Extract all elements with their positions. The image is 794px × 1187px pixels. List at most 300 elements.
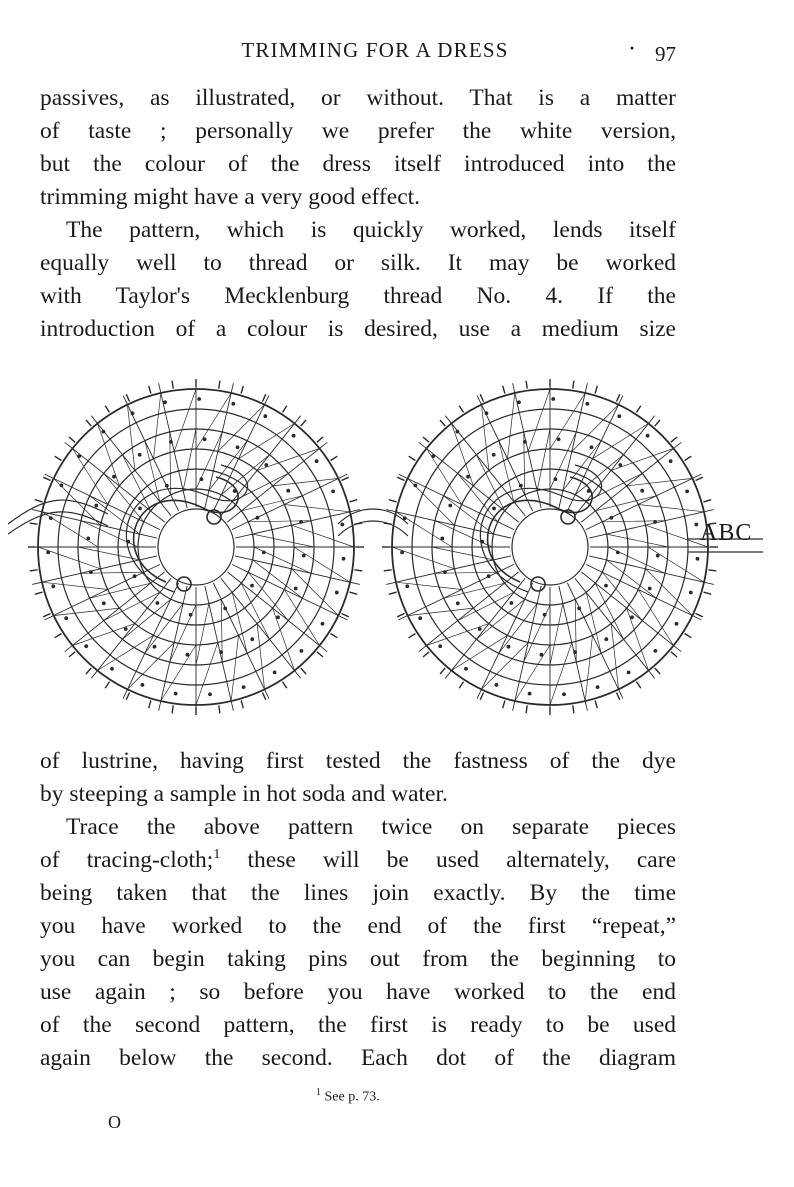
edge-pin xyxy=(637,406,641,413)
edge-pin xyxy=(423,652,429,657)
running-header xyxy=(40,38,680,70)
edge-pin xyxy=(43,614,50,617)
edge-pin xyxy=(263,693,266,700)
edge-pin xyxy=(480,394,483,401)
pattern-ring xyxy=(512,509,588,585)
pattern-spoke xyxy=(227,572,327,652)
pin-dot xyxy=(694,523,698,527)
edge-pin xyxy=(172,381,173,389)
pin-dot xyxy=(510,601,514,605)
pin-dot xyxy=(653,520,657,524)
pin-dot xyxy=(300,649,304,653)
pattern-spoke xyxy=(581,572,681,652)
pin-dot xyxy=(165,484,169,488)
pin-dot xyxy=(585,402,589,406)
edge-pin xyxy=(708,570,716,571)
edge-pin xyxy=(350,592,358,594)
pin-dot xyxy=(689,591,693,595)
edge-pin xyxy=(43,477,50,480)
edge-pin xyxy=(440,668,445,674)
pin-dot xyxy=(617,414,621,418)
pattern-spoke xyxy=(586,564,701,620)
pin-dot xyxy=(112,475,116,479)
text-line: The pattern, which is quickly worked, lends itself xyxy=(66,217,676,243)
pin-dot xyxy=(84,644,88,648)
pin-dot xyxy=(294,587,298,591)
pin-dot xyxy=(669,459,673,463)
pattern-ring xyxy=(158,509,234,585)
pin-dot xyxy=(438,644,442,648)
text-line: with Taylor's Mecklenburg thread No. 4. If the xyxy=(40,283,676,309)
pattern-spoke xyxy=(386,556,511,585)
pattern-spoke xyxy=(445,578,525,678)
pattern-spoke xyxy=(581,442,681,522)
lace-pattern-svg xyxy=(8,374,768,720)
pattern-spoke xyxy=(205,586,234,711)
pattern-chord xyxy=(550,393,585,449)
pattern-spoke xyxy=(32,510,157,538)
text-line xyxy=(40,844,676,877)
edge-pin xyxy=(526,381,527,389)
pin-dot xyxy=(64,616,68,620)
pattern-chord xyxy=(273,478,339,486)
edge-pin xyxy=(149,386,151,394)
edge-pin xyxy=(459,682,463,689)
pattern-spoke xyxy=(65,572,165,652)
paragraph-1 xyxy=(40,82,676,214)
pin-dot xyxy=(197,397,201,401)
pattern-chord xyxy=(196,604,209,666)
pin-dot xyxy=(102,601,106,605)
pattern-chord xyxy=(524,605,550,662)
pattern-chord xyxy=(253,534,315,547)
pin-dot xyxy=(562,692,566,696)
text-line: Trace the above pattern twice on separate pieces xyxy=(66,814,676,840)
pin-dot xyxy=(596,685,600,689)
edge-pin xyxy=(301,668,306,674)
edge-pin xyxy=(350,500,358,502)
pin-dot xyxy=(648,587,652,591)
edge-pin xyxy=(69,652,75,657)
text-line: of the second pattern, the first is ready to be used xyxy=(40,1012,676,1038)
pin-dot xyxy=(540,653,544,657)
footnote-marker: 1 xyxy=(316,1087,321,1098)
pattern-chord xyxy=(38,547,101,569)
edge-pin xyxy=(317,437,323,442)
pin-dot xyxy=(200,477,204,481)
pattern-chord xyxy=(254,547,311,573)
pattern-chord xyxy=(537,429,550,491)
lace-pattern-diagram xyxy=(8,374,768,720)
pin-dot xyxy=(630,615,634,619)
pin-dot xyxy=(231,402,235,406)
pattern-chord xyxy=(196,432,222,489)
pin-dot xyxy=(77,454,81,458)
pin-dot xyxy=(273,671,277,675)
edge-pin xyxy=(241,386,243,394)
pin-dot xyxy=(616,551,620,555)
pin-dot xyxy=(49,516,53,520)
edge-pin xyxy=(219,381,220,389)
pin-dot xyxy=(528,692,532,696)
pattern-chord xyxy=(607,534,669,547)
pattern-chord xyxy=(174,389,196,452)
pattern-chord xyxy=(231,635,238,701)
edge-pin xyxy=(172,705,173,713)
pin-dot xyxy=(640,489,644,493)
pattern-spoke xyxy=(213,396,269,511)
pattern-join xyxy=(338,509,408,524)
pin-dot xyxy=(153,645,157,649)
pin-dot xyxy=(250,584,254,588)
pin-dot xyxy=(46,551,50,555)
edge-pin xyxy=(671,652,677,657)
pin-dot xyxy=(492,507,496,511)
header-dot: · xyxy=(629,38,636,58)
pin-dot xyxy=(517,400,521,404)
edge-pin xyxy=(86,420,91,426)
pattern-chord xyxy=(508,393,515,459)
pin-dot xyxy=(456,430,460,434)
pin-dot xyxy=(156,601,160,605)
pin-dot xyxy=(138,453,142,457)
text-line: by steeping a sample in hot soda and water. xyxy=(40,781,448,807)
pattern-chord xyxy=(392,547,455,569)
edge-pin xyxy=(655,420,660,426)
edge-pin xyxy=(573,381,574,389)
edge-pin xyxy=(283,406,287,413)
edge-pin xyxy=(685,634,692,638)
pattern-chord xyxy=(435,521,492,547)
pin-dot xyxy=(256,516,260,520)
pin-dot xyxy=(495,683,499,687)
pin-dot xyxy=(696,557,700,561)
pin-dot xyxy=(485,411,489,415)
pattern-spoke xyxy=(227,442,327,522)
footnote xyxy=(316,1087,380,1106)
pattern-spoke xyxy=(205,383,234,508)
edge-pin xyxy=(423,437,429,442)
pattern-chord xyxy=(608,547,665,573)
signature-mark: O xyxy=(108,1112,121,1132)
edge-pin xyxy=(617,394,620,401)
pattern-chord xyxy=(81,521,138,547)
pin-dot xyxy=(685,490,689,494)
pin-dot xyxy=(124,627,128,631)
pattern-spoke xyxy=(399,474,514,529)
pin-dot xyxy=(557,437,561,441)
edge-pin xyxy=(149,701,151,709)
edge-pin xyxy=(317,652,323,657)
pattern-spoke xyxy=(567,396,623,511)
edge-pin xyxy=(409,456,416,460)
pin-dot xyxy=(242,685,246,689)
pin-dot xyxy=(89,570,93,574)
pin-dot xyxy=(302,554,306,558)
text-fragment: these will be used alternately, care xyxy=(247,847,676,873)
pin-dot xyxy=(223,607,227,611)
edge-pin xyxy=(105,406,109,413)
pattern-chord xyxy=(54,608,120,616)
pattern-chord xyxy=(408,608,474,616)
pattern-spoke xyxy=(575,578,655,678)
pin-dot xyxy=(262,551,266,555)
pattern-chord xyxy=(196,643,218,706)
pin-dot xyxy=(340,523,344,527)
edge-pin xyxy=(301,420,306,426)
edge-pin xyxy=(105,682,109,689)
pin-dot xyxy=(405,584,409,588)
pin-dot xyxy=(299,520,303,524)
pattern-chord xyxy=(161,645,196,701)
pattern-spoke xyxy=(559,383,588,508)
footnote-reference: 1 xyxy=(213,847,221,863)
pin-dot xyxy=(519,484,523,488)
pattern-chord xyxy=(611,624,619,690)
pin-dot xyxy=(276,615,280,619)
pin-dot xyxy=(189,613,193,617)
pattern-chord xyxy=(550,432,576,489)
text-fragment: of tracing-cloth; xyxy=(40,847,214,873)
pattern-chord xyxy=(550,643,572,706)
pin-dot xyxy=(335,591,339,595)
edge-pin xyxy=(503,701,505,709)
text-line: trimming might have a very good effect. xyxy=(40,184,421,210)
pin-dot xyxy=(604,637,608,641)
pin-dot xyxy=(110,667,114,671)
pin-dot xyxy=(456,601,460,605)
edge-pin xyxy=(331,634,338,638)
edge-pin xyxy=(55,634,62,638)
pin-dot xyxy=(292,434,296,438)
text-line: again below the second. Each dot of the diagram xyxy=(40,1045,676,1071)
pin-dot xyxy=(523,440,527,444)
pin-dot xyxy=(554,477,558,481)
pin-dot xyxy=(250,637,254,641)
pin-dot xyxy=(169,440,173,444)
pin-dot xyxy=(464,667,468,671)
edge-pin xyxy=(342,614,349,617)
pin-dot xyxy=(51,584,55,588)
pin-dot xyxy=(618,463,622,467)
pattern-spoke xyxy=(235,556,360,585)
text-line: you have worked to the end of the first “repeat,” xyxy=(40,913,676,939)
edge-pin xyxy=(35,500,43,502)
edge-pin xyxy=(409,634,416,638)
pin-dot xyxy=(478,627,482,631)
pin-dot xyxy=(141,683,145,687)
edge-pin xyxy=(440,420,445,426)
edge-pin xyxy=(397,477,404,480)
pin-dot xyxy=(431,454,435,458)
text-line: of taste ; personally we prefer the white version, xyxy=(40,118,676,144)
edge-pin xyxy=(263,394,266,401)
pin-dot xyxy=(86,537,90,541)
pattern-chord xyxy=(196,393,231,449)
pattern-spoke xyxy=(589,556,714,585)
pin-dot xyxy=(138,507,142,511)
text-line: introduction of a colour is desired, use a medium size xyxy=(40,316,676,342)
edge-pin xyxy=(354,570,362,571)
page-number: 97 xyxy=(655,42,676,66)
pattern-spoke xyxy=(159,586,188,711)
edge-pin xyxy=(283,682,287,689)
edge-pin xyxy=(671,437,677,442)
pin-dot xyxy=(131,411,135,415)
pin-dot xyxy=(263,414,267,418)
edge-pin xyxy=(35,592,43,594)
pattern-chord xyxy=(550,604,563,666)
pin-dot xyxy=(466,475,470,479)
text-line: being taken that the lines join exactly. By the time xyxy=(40,880,676,906)
pin-dot xyxy=(174,692,178,696)
pattern-chord xyxy=(292,525,355,547)
pin-dot xyxy=(480,540,484,544)
pin-dot xyxy=(440,537,444,541)
pattern-chord xyxy=(627,478,693,486)
pin-dot xyxy=(654,649,658,653)
text-line: you can begin taking pins out from the beginning to xyxy=(40,946,676,972)
edge-pin xyxy=(696,477,703,480)
pattern-chord xyxy=(294,547,350,582)
edge-pin xyxy=(241,701,243,709)
edge-pin xyxy=(573,705,574,713)
edge-pin xyxy=(526,705,527,713)
edge-pin xyxy=(86,668,91,674)
pattern-chord xyxy=(170,605,196,662)
pin-dot xyxy=(315,459,319,463)
pin-dot xyxy=(590,445,594,449)
pin-dot xyxy=(656,554,660,558)
pin-dot xyxy=(418,616,422,620)
pin-dot xyxy=(627,671,631,675)
pattern-spoke xyxy=(45,474,160,529)
pin-dot xyxy=(236,445,240,449)
edge-pin xyxy=(331,456,338,460)
pattern-spoke xyxy=(575,416,655,516)
edge-pin xyxy=(69,437,75,442)
edge-pin xyxy=(342,477,349,480)
edge-pin xyxy=(219,705,220,713)
running-title: TRIMMING FOR A DRESS xyxy=(241,38,509,62)
edge-pin xyxy=(655,668,660,674)
text-line: passives, as illustrated, or without. That is a matter xyxy=(40,85,676,111)
pin-dot xyxy=(203,437,207,441)
edge-pin xyxy=(617,693,620,700)
pattern-spoke xyxy=(32,556,157,585)
edge-pin xyxy=(397,614,404,617)
pattern-chord xyxy=(154,393,161,459)
pin-dot xyxy=(133,574,137,578)
pin-dot xyxy=(507,645,511,649)
pattern-spoke xyxy=(221,578,301,678)
pin-dot xyxy=(414,484,418,488)
pattern-spoke xyxy=(419,572,519,652)
pin-dot xyxy=(604,584,608,588)
edge-pin xyxy=(595,386,597,394)
pattern-chord xyxy=(585,635,592,701)
pin-dot xyxy=(126,540,130,544)
pin-dot xyxy=(331,490,335,494)
text-line: of lustrine, having first tested the fastness of the dye xyxy=(40,748,676,774)
pattern-chord xyxy=(284,505,350,512)
figure-label: ABC xyxy=(700,520,753,546)
pin-dot xyxy=(233,489,237,493)
pin-dot xyxy=(573,650,577,654)
edge-pin xyxy=(30,523,38,524)
edge-pin xyxy=(126,693,129,700)
pattern-join xyxy=(338,521,408,536)
edge-pin xyxy=(126,394,129,401)
pin-dot xyxy=(208,692,212,696)
edge-pin xyxy=(389,592,397,594)
pin-dot xyxy=(675,622,679,626)
pin-dot xyxy=(286,489,290,493)
pin-dot xyxy=(163,400,167,404)
pin-dot xyxy=(492,453,496,457)
pin-dot xyxy=(443,570,447,574)
pin-dot xyxy=(646,434,650,438)
edge-pin xyxy=(480,693,483,700)
pin-dot xyxy=(94,504,98,508)
pattern-spoke xyxy=(559,586,588,711)
pin-dot xyxy=(219,650,223,654)
edge-pin xyxy=(696,614,703,617)
pin-dot xyxy=(448,504,452,508)
edge-pin xyxy=(384,570,392,571)
footnote-text: See p. 73. xyxy=(324,1089,380,1105)
pin-dot xyxy=(543,613,547,617)
paragraph-4 xyxy=(40,811,676,1075)
edge-pin xyxy=(55,456,62,460)
pin-dot xyxy=(60,484,64,488)
edge-pin xyxy=(30,570,38,571)
pin-dot xyxy=(321,622,325,626)
pattern-chord xyxy=(183,429,196,491)
pin-dot xyxy=(487,574,491,578)
pattern-chord xyxy=(638,505,704,512)
edge-pin xyxy=(595,701,597,709)
text-line: equally well to thread or silk. It may be worked xyxy=(40,250,676,276)
pin-dot xyxy=(577,607,581,611)
pin-dot xyxy=(400,551,404,555)
edge-pin xyxy=(459,406,463,413)
pattern-chord xyxy=(528,389,550,452)
edge-pin xyxy=(685,456,692,460)
edge-pin xyxy=(704,592,712,594)
paragraph-2 xyxy=(40,214,676,346)
pattern-spoke xyxy=(232,564,347,620)
text-line: use again ; so before you have worked to the end xyxy=(40,979,676,1005)
pin-dot xyxy=(610,516,614,520)
pattern-spoke xyxy=(513,586,542,711)
pattern-spoke xyxy=(221,416,301,516)
pin-dot xyxy=(551,397,555,401)
pin-dot xyxy=(342,557,346,561)
edge-pin xyxy=(704,500,712,502)
pattern-spoke xyxy=(91,578,171,678)
text-line: but the colour of the dress itself introduced into the xyxy=(40,151,676,177)
pin-dot xyxy=(102,430,106,434)
pattern-chord xyxy=(257,624,265,690)
edge-pin xyxy=(503,386,505,394)
pin-dot xyxy=(264,463,268,467)
pattern-spoke xyxy=(477,583,532,698)
edge-pin xyxy=(637,682,641,689)
pin-dot xyxy=(587,489,591,493)
pattern-chord xyxy=(515,645,550,701)
edge-pin xyxy=(389,500,397,502)
